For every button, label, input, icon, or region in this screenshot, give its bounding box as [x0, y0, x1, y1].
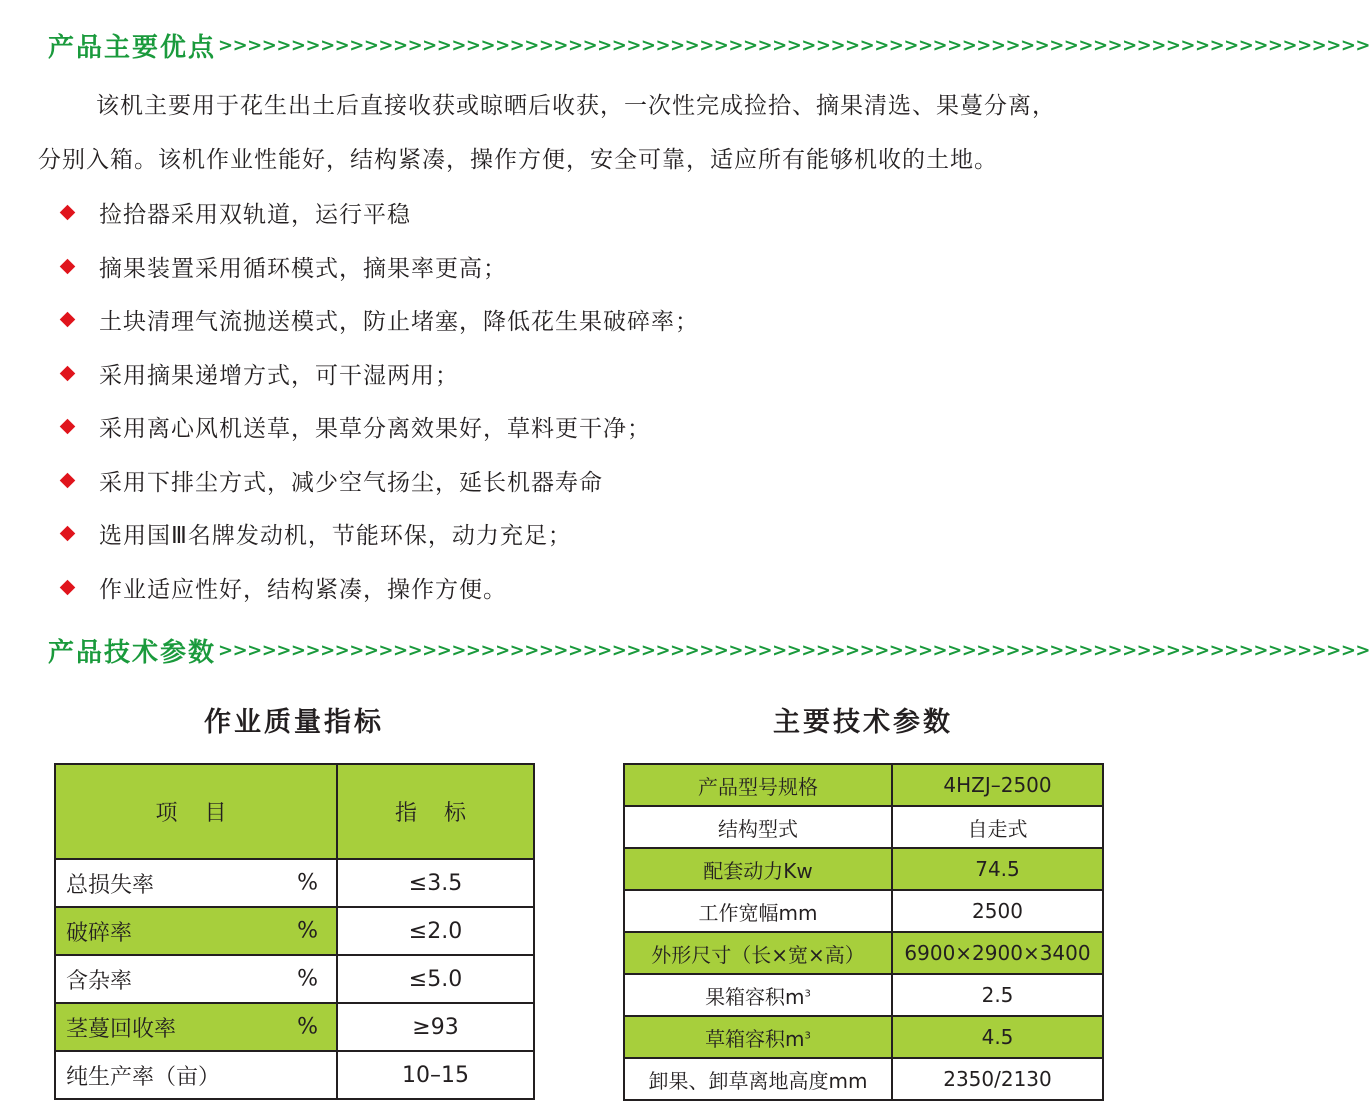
item-unit: % — [297, 1014, 318, 1040]
item-name: 纯生产率（亩） — [66, 1064, 221, 1090]
spec-value: 6900×2900×3400 — [892, 932, 1103, 974]
item-value: 10–15 — [337, 1051, 534, 1099]
spec-name: 外形尺寸（长×宽×高） — [651, 942, 865, 967]
item-name: 含杂率 — [66, 968, 133, 994]
spec-value: 2350/2130 — [892, 1058, 1103, 1100]
item-name: 破碎率 — [66, 920, 133, 946]
item-value: ≤5.0 — [337, 955, 534, 1003]
table-header-row — [55, 764, 534, 859]
feature-item — [58, 347, 699, 401]
spec-name: 配套动力Kw — [703, 858, 813, 883]
header-index: 指 标 — [337, 764, 534, 859]
item-value: ≤3.5 — [337, 859, 534, 907]
feature-text: 采用下排尘方式，减少空气扬尘，延长机器寿命 — [99, 469, 603, 496]
feature-text: 作业适应性好，结构紧凑，操作方便。 — [99, 576, 507, 603]
table-row — [624, 1016, 1103, 1058]
item-unit: % — [297, 870, 318, 896]
feature-text: 摘果装置采用循环模式，摘果率更高； — [99, 255, 507, 282]
item-unit: % — [297, 918, 318, 944]
spec-value: 74.5 — [892, 848, 1103, 890]
section-title: 产品技术参数 — [48, 637, 217, 668]
spec-value: 2500 — [892, 890, 1103, 932]
table-row — [624, 932, 1103, 974]
feature-item — [58, 240, 699, 294]
item-name: 茎蔓回收率 — [66, 1016, 177, 1042]
feature-item — [58, 293, 699, 347]
item-value: ≥93 — [337, 1003, 534, 1051]
quality-table — [54, 763, 535, 1100]
table-row — [624, 974, 1103, 1016]
section-heading-specs — [48, 630, 1370, 670]
feature-text: 选用国Ⅲ名牌发动机，节能环保，动力充足； — [99, 523, 572, 550]
table-row — [624, 806, 1103, 848]
intro-paragraph — [38, 79, 1168, 187]
feature-item — [58, 454, 699, 508]
intro-line-1: 该机主要用于花生出土后直接收获或晾晒后收获，一次性完成捡拾、摘果清选、果蔓分离， — [96, 93, 1056, 119]
spec-name: 果箱容积m — [705, 984, 805, 1009]
diamond-bullet-icon — [60, 419, 76, 435]
header-item: 项 目 — [55, 764, 337, 859]
feature-item — [58, 400, 699, 454]
diamond-bullet-icon — [60, 579, 76, 595]
spec-name: 产品型号规格 — [698, 774, 818, 799]
feature-item — [58, 561, 699, 615]
diamond-bullet-icon — [60, 526, 76, 542]
spec-table-title: 主要技术参数 — [773, 707, 953, 738]
table-row — [624, 1058, 1103, 1100]
spec-name: 工作宽幅mm — [698, 900, 818, 925]
spec-table — [623, 763, 1104, 1101]
table-row — [624, 848, 1103, 890]
feature-text: 采用离心风机送草，果草分离效果好，草料更干净； — [99, 416, 651, 443]
feature-list — [58, 186, 699, 614]
arrow-decoration: >>>>>>>>>>>>>>>>>>>>>>>>>>>>>>>>>>>>>>>>>>>>>>>>>>>>>>>>>>>>>>>>>>>>>>>>>>>>>>> — [218, 639, 1370, 661]
spec-name: 草箱容积m — [705, 1026, 805, 1051]
spec-name: 结构型式 — [718, 816, 798, 841]
table-row — [55, 955, 534, 1003]
spec-sup: 3 — [804, 1029, 811, 1041]
section-heading-advantages — [48, 25, 1370, 65]
table-row — [55, 907, 534, 955]
spec-value: 2.5 — [892, 974, 1103, 1016]
spec-value: 4.5 — [892, 1016, 1103, 1058]
table-row — [55, 859, 534, 907]
item-name: 总损失率 — [66, 872, 155, 898]
spec-name: 卸果、卸草离地高度mm — [648, 1068, 868, 1093]
item-value: ≤2.0 — [337, 907, 534, 955]
feature-text: 土块清理气流抛送模式，防止堵塞，降低花生果破碎率； — [99, 309, 699, 336]
feature-item — [58, 507, 699, 561]
diamond-bullet-icon — [60, 472, 76, 488]
diamond-bullet-icon — [60, 205, 76, 221]
table-row — [55, 1051, 534, 1099]
section-title: 产品主要优点 — [48, 32, 217, 63]
feature-item — [58, 186, 699, 240]
feature-text: 采用摘果递增方式，可干湿两用； — [99, 362, 459, 389]
diamond-bullet-icon — [60, 258, 76, 274]
diamond-bullet-icon — [60, 365, 76, 381]
table-row — [55, 1003, 534, 1051]
spec-value: 4HZJ–2500 — [892, 764, 1103, 806]
spec-value: 自走式 — [892, 806, 1103, 848]
table-row — [624, 764, 1103, 806]
item-unit: % — [297, 966, 318, 992]
intro-line-2: 分别入箱。该机作业性能好，结构紧凑，操作方便，安全可靠，适应所有能够机收的土地。 — [38, 147, 998, 173]
arrow-decoration: >>>>>>>>>>>>>>>>>>>>>>>>>>>>>>>>>>>>>>>>>>>>>>>>>>>>>>>>>>>>>>>>>>>>>>>>>>>>>>> — [218, 34, 1370, 56]
quality-table-title: 作业质量指标 — [204, 707, 384, 738]
spec-sup: 3 — [804, 987, 811, 999]
diamond-bullet-icon — [60, 312, 76, 328]
feature-text: 捡拾器采用双轨道，运行平稳 — [99, 202, 411, 229]
table-row — [624, 890, 1103, 932]
